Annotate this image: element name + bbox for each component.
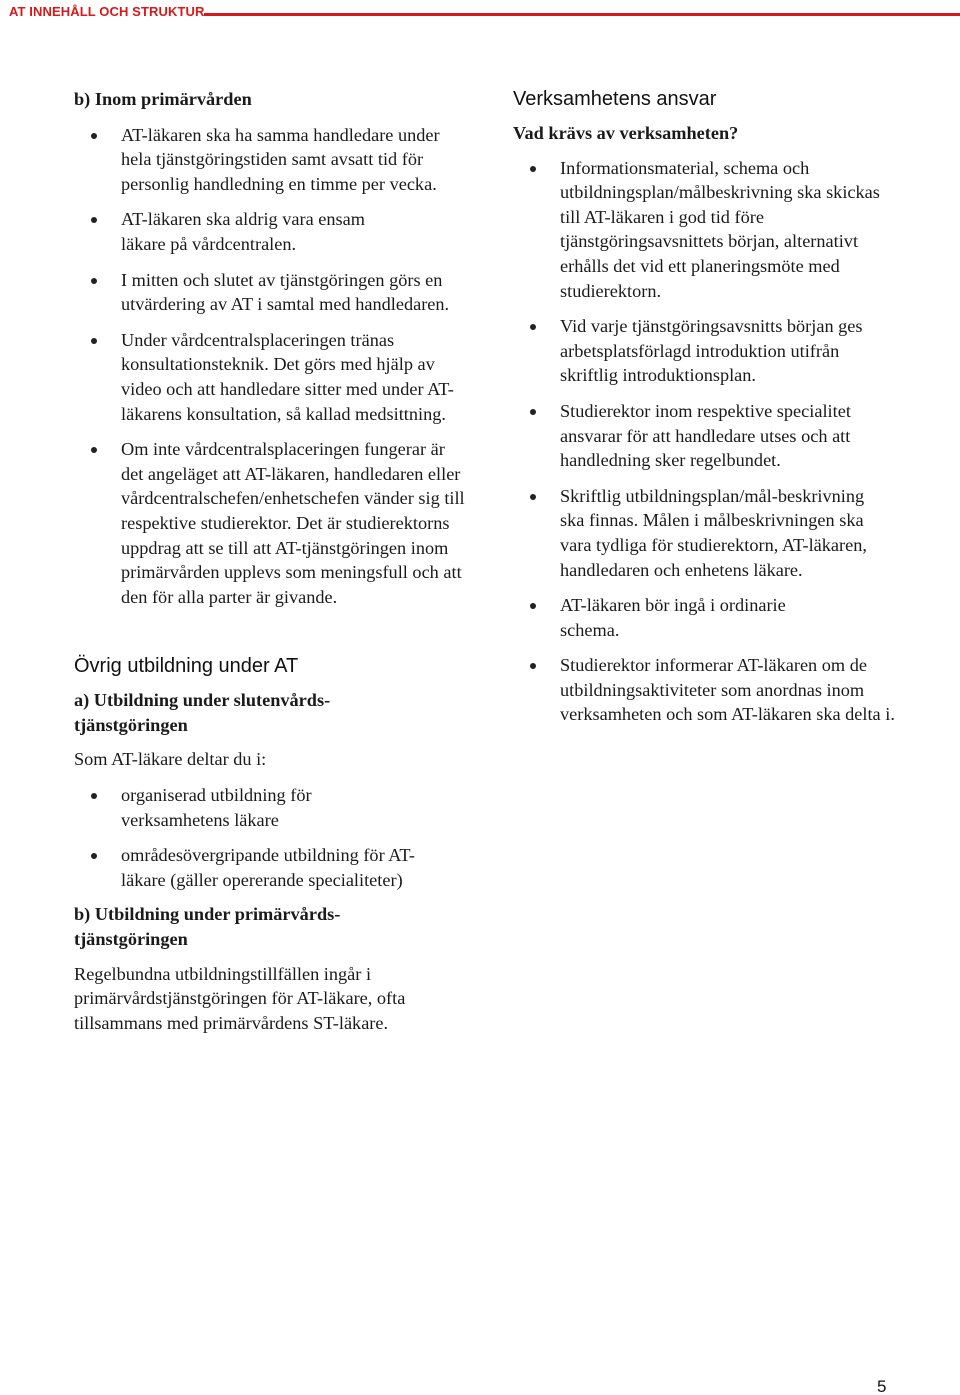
- running-header: [0, 0, 960, 26]
- bullet-icon: [91, 278, 97, 284]
- bullet-icon: [530, 663, 536, 669]
- verksamhet-list: [513, 156, 903, 727]
- verksamhetens-ansvar-heading: Verksamhetens ansvar: [513, 88, 717, 110]
- bullet-icon: [91, 853, 97, 859]
- list-item: AT-läkaren bör ingå i ordinarie schema.: [513, 593, 833, 642]
- list-item: Informationsmaterial, schema och utbildningsplan/målbeskrivning ska skickas till AT-läkaren i god tid före tjänstgöringsavsnittets början, alternativt erhålls det vid ett planeringsmöte med studierektorn.: [513, 156, 898, 304]
- page-number: 5: [877, 1377, 887, 1395]
- primarvard-heading: b) Inom primärvården: [74, 89, 252, 109]
- list-item: organiserad utbildning för verksamhetens läkare: [74, 783, 404, 832]
- bullet-icon: [530, 603, 536, 609]
- bullet-icon: [91, 217, 97, 223]
- bullet-icon: [91, 338, 97, 344]
- right-column: [513, 86, 903, 727]
- list-item: AT-läkaren ska aldrig vara ensam läkare på vårdcentralen.: [74, 207, 404, 256]
- header-rule: [204, 13, 960, 16]
- list-item: Studierektor inom respektive specialitet ansvarar för att handledare utses och att handledning sker regelbundet.: [513, 399, 858, 473]
- list-item: områdesövergripande utbildning för AT-läkare (gäller opererande specialiteter): [74, 843, 459, 892]
- bullet-icon: [530, 324, 536, 330]
- bullet-icon: [530, 409, 536, 415]
- list-item: Under vårdcentralsplaceringen tränas konsultationsteknik. Det görs med hjälp av video och att handledare sitter med under AT-läkarens konsultation, så kallad medsittning.: [74, 328, 456, 426]
- slutenvard-list: [74, 783, 469, 892]
- list-item: Vid varje tjänstgöringsavsnitts början ges arbetsplatsförlagd introduktion utifrån skriftlig introduktionsplan.: [513, 314, 898, 388]
- verksamhet-subheading: Vad krävs av verksamheten?: [513, 123, 739, 143]
- list-item: AT-läkaren ska ha samma handledare under hela tjänstgöringstiden samt avsatt tid för personlig handledning en timme per vecka.: [74, 123, 449, 197]
- ovrig-utbildning-heading: Övrig utbildning under AT: [74, 655, 299, 678]
- left-column: [74, 86, 469, 1035]
- slutenvard-heading: a) Utbildning under slutenvårds-tjänstgöringen: [74, 690, 331, 735]
- primarvard-utbildning-heading: b) Utbildning under primärvårds-tjänstgöringen: [74, 904, 341, 950]
- list-item: I mitten och slutet av tjänstgöringen görs en utvärdering av AT i samtal med handledaren.: [74, 268, 469, 317]
- list-item: Studierektor informerar AT-läkaren om de utbildningsaktiviteter som anordnas inom verksamheten och som AT-läkaren ska delta i.: [513, 653, 901, 727]
- list-item: Om inte vårdcentralsplaceringen fungerar är det angeläget att AT-läkaren, handledaren eller vårdcentralschefen/enhetschefen vänder sig till respektive studierektor. Det är studierektorns uppdrag att se till att AT-tjänstgöringen inom primärvården upplevs som meningsfull och att den för alla parter är givande.: [74, 437, 469, 609]
- bullet-icon: [91, 133, 97, 139]
- bullet-icon: [91, 793, 97, 799]
- bullet-icon: [91, 447, 97, 453]
- list-item: Skriftlig utbildningsplan/mål-beskrivning ska finnas. Målen i målbeskrivningen ska vara tydliga för studierektorn, AT-läkaren, handledaren och enhetens läkare.: [513, 484, 891, 582]
- primarvard-list: [74, 123, 469, 610]
- bullet-icon: [530, 494, 536, 500]
- bullet-icon: [530, 166, 536, 172]
- section-label: AT INNEHÅLL OCH STRUKTUR: [9, 4, 208, 19]
- slutenvard-intro: Som AT-läkare deltar du i:: [74, 749, 267, 770]
- primarvard-utbildning-text: Regelbundna utbildningstillfällen ingår i primärvårdstjänstgöringen för AT-läkare, ofta tillsammans med primärvårdens ST-läkare.: [74, 963, 406, 1033]
